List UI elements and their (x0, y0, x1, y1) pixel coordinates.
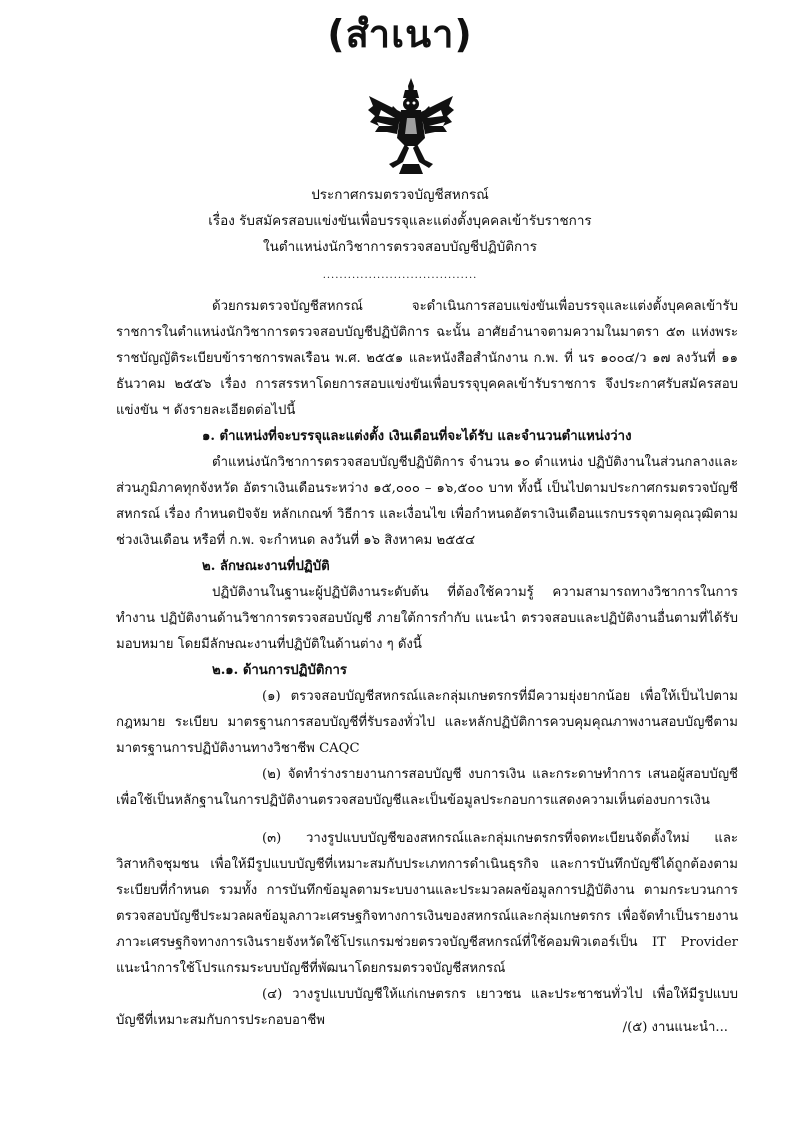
title-divider: ..................................... (322, 270, 478, 281)
section2-heading: ๒. ลักษณะงานที่ปฏิบัติ (202, 559, 330, 574)
announcement-title: ประกาศกรมตรวจบัญชีสหกรณ์ (311, 187, 489, 203)
item-1: (๑) ตรวจสอบบัญชีสหกรณ์และกลุ่มเกษตรกรที่มีความยุ่งยากน้อย เพื่อให้เป็นไปตามกฎหมาย ระเบียบ มาตรฐานการสอบบัญชีที่รับรองทั่วไป และหลักปฏิบัติการควบคุมคุณภาพงานสอบบัญชีตามมาตรฐานการปฏิบัติงานทางวิชาชีพ CAQC (116, 689, 738, 756)
item-2: (๒) จัดทำร่างรายงานการสอบบัญชี งบการเงิน และกระดาษทำการ เสนอผู้สอบบัญชี เพื่อใช้เป็นหลักฐานในการปฏิบัติงานตรวจสอบบัญชีและเป็นข้อมูลประกอบการแสดงความเห็นต่องบการเงิน (116, 767, 738, 808)
announcement-position: ในตำแหน่งนักวิชาการตรวจสอบบัญชีปฏิบัติการ (263, 239, 537, 255)
intro-paragraph: ด้วยกรมตรวจบัญชีสหกรณ์ จะดำเนินการสอบแข่งขันเพื่อบรรจุและแต่งตั้งบุคคลเข้ารับราชการในตำแหน่งนักวิชาการตรวจสอบบัญชีปฏิบัติการ ฉะนั้น อาศัยอำนาจตามความในมาตรา ๕๓ แห่งพระราชบัญญัติระเบียบข้าราชการพลเรือน พ.ศ. ๒๕๕๑ และหนังสือสำนักงาน ก.พ. ที่ นร ๑๐๐๔/ว ๑๗ ลงวันที่ ๑๑ ธันวาคม ๒๕๕๖ เรื่อง การสรรหาโดยการสอบแข่งขันเพื่อบรรจุบุคคลเข้ารับราชการ จึงประกาศรับสมัครสอบแข่งขัน ฯ ดังรายละเอียดต่อไปนี้ (116, 299, 738, 418)
section1-heading: ๑. ตำแหน่งที่จะบรรจุและแต่งตั้ง เงินเดือนที่จะได้รับ และจำนวนตำแหน่งว่าง (202, 429, 632, 444)
item-3: (๓) วางรูปแบบบัญชีของสหกรณ์และกลุ่มเกษตรกรที่จดทะเบียนจัดตั้งใหม่ และวิสาหกิจชุมชน เพื่อให้มีรูปแบบบัญชีที่เหมาะสมกับประเภทการดำเนินธุรกิจ และการบันทึกบัญชีได้ถูกต้องตามระเบียบที่กำหนด รวมทั้ง การบันทึกข้อมูลตามระบบงานและประมวลผลข้อมูลการปฏิบัติงาน ตามกระบวนการตรวจสอบบัญชีประมวลผลข้อมูลภาวะเศรษฐกิจทางการเงินของสหกรณ์และกลุ่มเกษตรกร เพื่อจัดทำเป็นรายงานภาวะเศรษฐกิจทางการเงินรายจังหวัดใช้โปรแกรมช่วยตรวจบัญชีสหกรณ์ที่ใช้คอมพิวเตอร์เป็น IT Provider แนะนำการใช้โปรแกรมระบบบัญชีที่พัฒนาโดยกรมตรวจบัญชีสหกรณ์ (116, 831, 738, 976)
section21-heading: ๒.๑. ด้านการปฏิบัติการ (212, 663, 347, 678)
continuation-note: /(๕) งานแนะนำ... (622, 1020, 728, 1035)
section1-paragraph: ตำแหน่งนักวิชาการตรวจสอบบัญชีปฏิบัติการ จำนวน ๑๐ ตำแหน่ง ปฏิบัติงานในส่วนกลางและส่วนภูมิภาคทุกจังหวัด อัตราเงินเดือนระหว่าง ๑๕,๐๐๐ – ๑๖,๕๐๐ บาท ทั้งนี้ เป็นไปตามประกาศกรมตรวจบัญชีสหกรณ์ เรื่อง กำหนดปัจจัย หลักเกณฑ์ วิธีการ และเงื่อนไข เพื่อกำหนดอัตราเงินเดือนแรกบรรจุตามคุณวุฒิตามช่วงเงินเดือน หรือที่ ก.พ. จะกำหนด ลงวันที่ ๑๖ สิงหาคม ๒๕๕๔ (116, 455, 738, 548)
document-body (116, 294, 738, 1034)
copy-stamp: (สำเนา) (327, 12, 473, 56)
garuda-emblem-icon (367, 76, 455, 176)
section2-paragraph: ปฏิบัติงานในฐานะผู้ปฏิบัติงานระดับต้น ที่ต้องใช้ความรู้ ความสามารถทางวิชาการในการทำงาน ปฏิบัติงานด้านวิชาการตรวจสอบบัญชี ภายใต้การกำกับ แนะนำ ตรวจสอบและปฏิบัติงานอื่นตามที่ได้รับมอบหมาย โดยมีลักษณะงานที่ปฏิบัติในด้านต่าง ๆ ดังนี้ (116, 585, 738, 652)
announcement-subject: เรื่อง รับสมัครสอบแข่งขันเพื่อบรรจุและแต่งตั้งบุคคลเข้ารับราชการ (208, 213, 592, 229)
item-4: (๔) วางรูปแบบบัญชีให้แก่เกษตรกร เยาวชน และประชาชนทั่วไป เพื่อให้มีรูปแบบบัญชีที่เหมาะสมกับการประกอบอาชีพ (116, 987, 738, 1028)
